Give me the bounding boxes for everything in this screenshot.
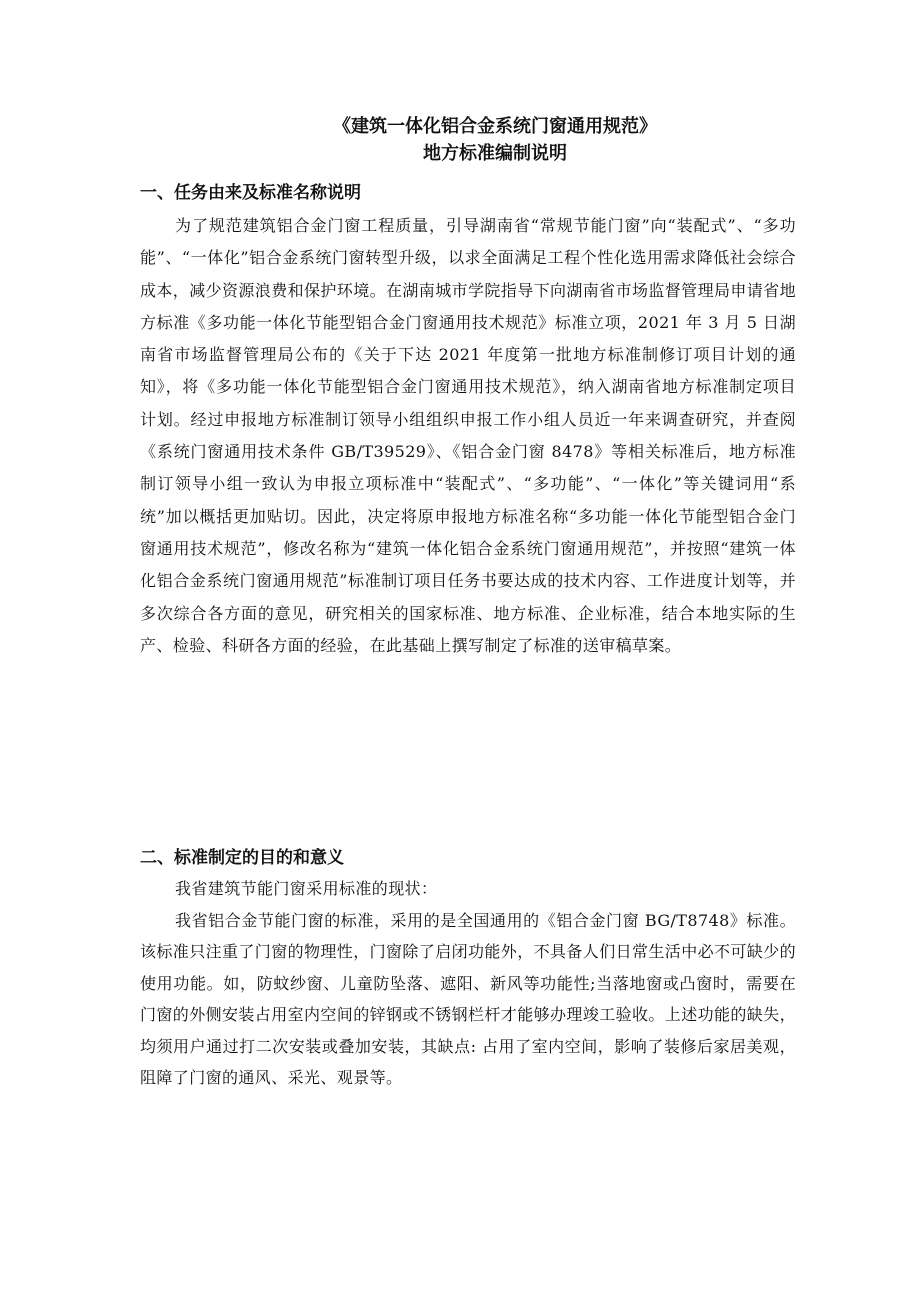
section-heading: 一、任务由来及标准名称说明 [140, 183, 361, 203]
document-title [0, 113, 920, 167]
section-heading: 二、标准制定的目的和意义 [140, 848, 344, 868]
section-paragraph: 我省铝合金节能门窗的标准，采用的是全国通用的《铝合金门窗 BG/T8748》标准。该标准只注重了门窗的物理性，门窗除了启闭功能外，不具备人们日常生活中必不可缺少的使用功能。如，防蚊纱窗、儿童防坠落、遮阳、新风等功能性;当落地窗或凸窗时，需要在门窗的外侧安装占用室内空间的锌钢或不锈钢栏杆才能够办理竣工验收。上述功能的缺失，均须用户通过打二次安装或叠加安装，其缺点: 占用了室内空间，影响了装修后家居美观，阻障了门窗的通风、采光、观景等。 [140, 910, 797, 1087]
document-title-line-1: 《建筑一体化铝合金系统门窗通用规范》 [333, 116, 657, 137]
section-purpose-significance [140, 845, 796, 1094]
document-title-line-2: 地方标准编制说明 [423, 143, 567, 164]
section-paragraph: 为了规范建筑铝合金门窗工程质量，引导湖南省“常规节能门窗”向“装配式”、“多功能”、“一体化”铝合金系统门窗转型升级，以求全面满足工程个性化选用需求降低社会综合成本，减少资源浪费和保护环境。在湖南城市学院指导下向湖南省市场监督管理局申请省地方标准《多功能一体化节能型铝合金门窗通用技术规范》标准立项，2021 年 3 月 5 日湖南省市场监督管理局公布的《关于下达 2021 年度第一批地方标准制修订项目计划的通知》，将《多功能一体化节能型铝合金门窗通用技术规范》，纳入湖南省地方标准制定项目计划。经过申报地方标准制订领导小组组织申报工作小组人员近一年来调查研究，并查阅《系统门窗通用技术条件 GB/T39529》、《铝合金门窗 8478》等相关标准后，地方标准制订领导小组一致认为申报立项标准中“装配式”、“多功能”、“一体化”等关键词用“系统”加以概括更加贴切。因此，决定将原申报地方标准名称“多功能一体化节能型铝合金门窗通用技术规范”，修改名称为“建筑一体化铝合金系统门窗通用规范”，并按照“建筑一体化铝合金系统门窗通用规范”标准制订项目任务书要达成的技术内容、工作进度计划等，并多次综合各方面的意见，研究相关的国家标准、地方标准、企业标准，结合本地实际的生产、检验、科研各方面的经验，在此基础上撰写制定了标准的送审稿草案。 [140, 216, 797, 655]
section-paragraph: 我省建筑节能门窗采用标准的现状： [175, 879, 438, 898]
section-task-origin [140, 180, 796, 662]
